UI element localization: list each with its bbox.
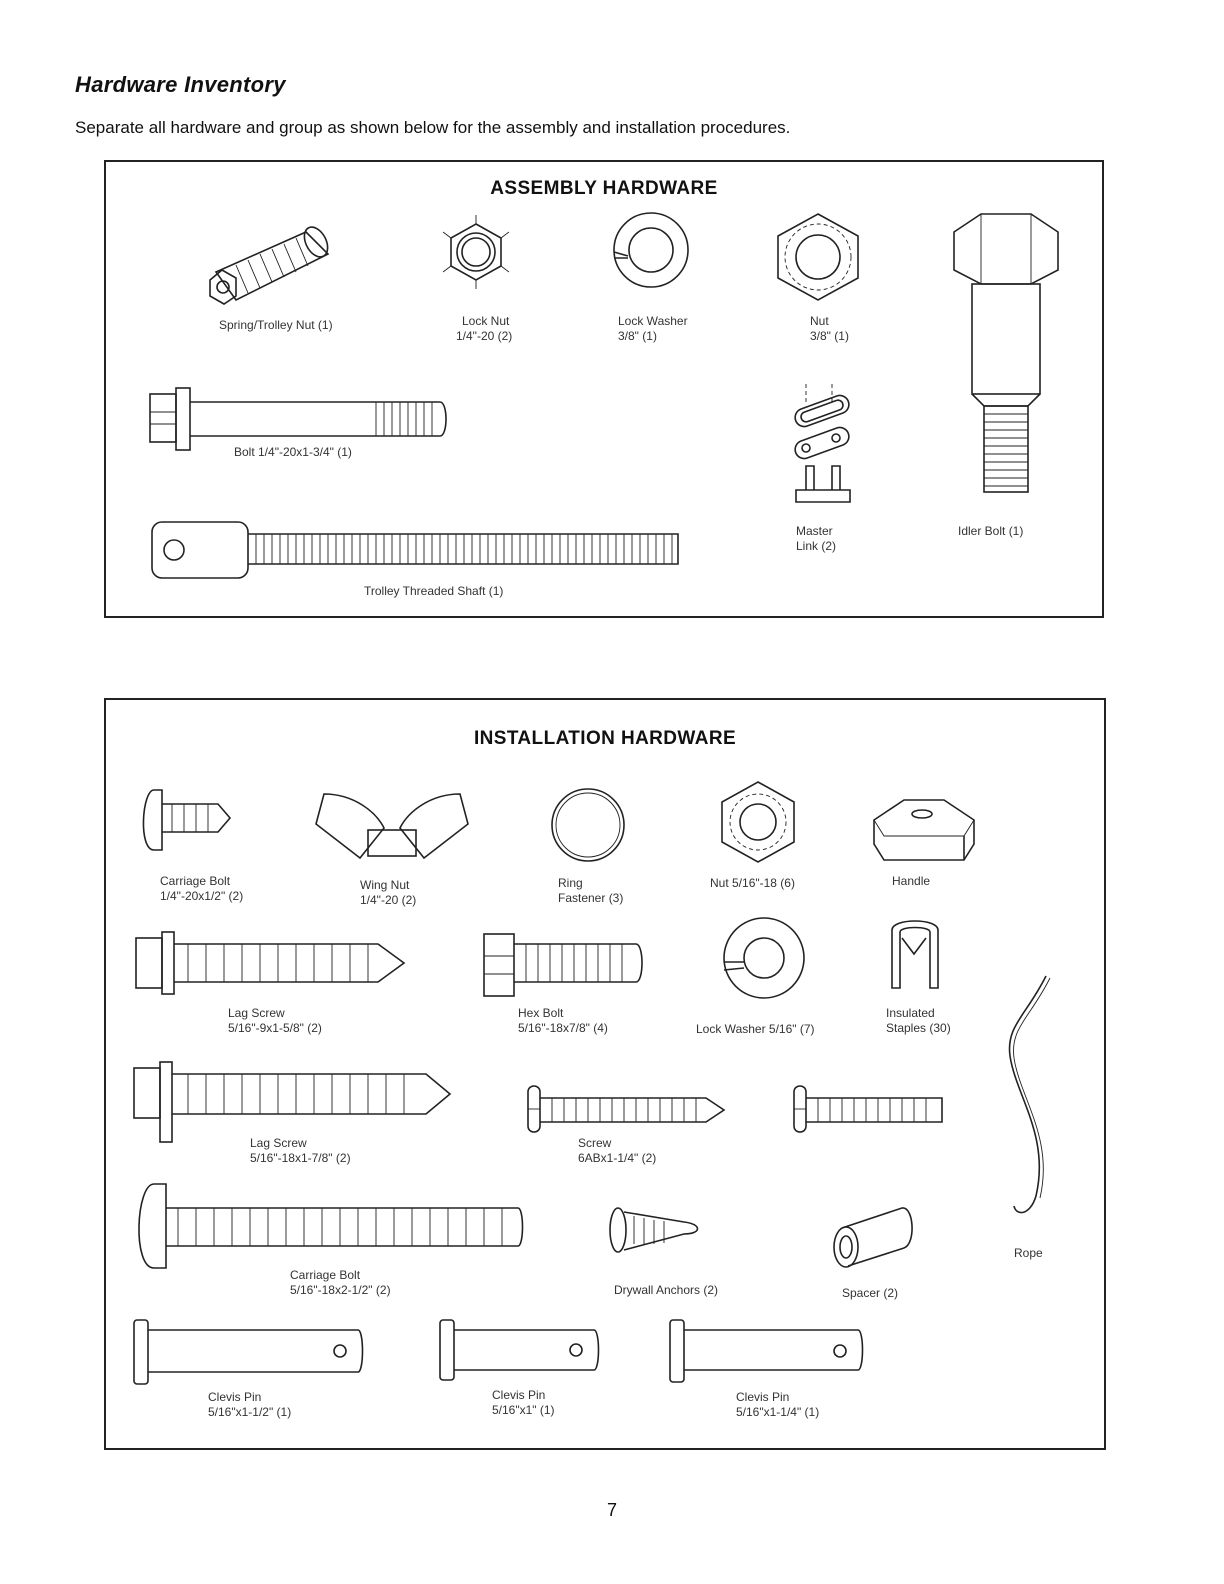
- hex-bolt-size: 5/16"-18x7/8" (4): [518, 1021, 608, 1035]
- ring-fastener-count: Fastener (3): [558, 891, 624, 905]
- ring-fastener-icon: [552, 789, 624, 861]
- rope-icon: [1009, 976, 1050, 1213]
- wing-nut-label: Wing Nut: [360, 878, 410, 892]
- trolley-shaft-label: Trolley Threaded Shaft (1): [364, 584, 504, 598]
- nut-5-16-icon: [722, 782, 794, 862]
- carriage-bolt-small-label: Carriage Bolt: [160, 874, 231, 888]
- lock-nut-label: Lock Nut: [462, 314, 510, 328]
- handle-label: Handle: [892, 874, 931, 888]
- idler-bolt-icon: [954, 214, 1058, 492]
- lag-screw-2-icon: [134, 1062, 450, 1142]
- trolley-threaded-shaft-icon: [152, 522, 678, 578]
- wing-nut-size: 1/4"-20 (2): [360, 893, 417, 907]
- master-link-count: Link (2): [796, 539, 837, 553]
- screw-6ab-icon: [528, 1086, 724, 1132]
- drywall-anchors-label: Drywall Anchors (2): [614, 1283, 719, 1297]
- spacer-label: Spacer (2): [842, 1286, 899, 1300]
- lock-nut-size: 1/4"-20 (2): [456, 329, 513, 343]
- lag-screw-1-label: Lag Screw: [228, 1006, 285, 1020]
- handle-icon: [874, 800, 974, 860]
- intro-text: Separate all hardware and group as shown below for the assembly and installation procedures.: [75, 118, 791, 137]
- lock-washer-icon: [614, 213, 688, 287]
- carriage-bolt-small-size: 1/4"-20x1/2" (2): [160, 889, 244, 903]
- spacer-icon: [834, 1208, 912, 1267]
- bolt-label: Bolt 1/4"-20x1-3/4" (1): [234, 445, 352, 459]
- installation-hardware-heading: INSTALLATION HARDWARE: [473, 728, 737, 749]
- spring-trolley-nut-icon: [210, 223, 332, 304]
- lag-screw-1-icon: [136, 932, 404, 994]
- ring-fastener-label: Ring: [558, 876, 583, 890]
- master-link-icon: [793, 384, 852, 502]
- insulated-staples-icon: [892, 921, 938, 988]
- lag-screw-2-label: Lag Screw: [250, 1136, 307, 1150]
- assembly-hardware-heading: ASSEMBLY HARDWARE: [490, 178, 718, 199]
- hex-bolt-icon: [484, 934, 642, 996]
- idler-bolt-label: Idler Bolt (1): [958, 524, 1024, 538]
- carriage-bolt-large-size: 5/16"-18x2-1/2" (2): [290, 1283, 391, 1297]
- lock-nut-icon: [443, 215, 509, 289]
- assembly-hardware-panel: [104, 160, 1104, 618]
- installation-hardware-panel: [104, 698, 1106, 1450]
- bolt-icon: [150, 388, 446, 450]
- spring-trolley-nut-label: Spring/Trolley Nut (1): [219, 318, 333, 332]
- master-link-label: Master: [796, 524, 833, 538]
- rope-label: Rope: [1014, 1246, 1043, 1260]
- screw-6-32-icon: [794, 1086, 942, 1132]
- screw-6ab-size: 6ABx1-1/4" (2): [578, 1151, 657, 1165]
- clevis-pin-1-size: 5/16"x1-1/2" (1): [208, 1405, 292, 1419]
- clevis-pin-3-icon: [670, 1320, 863, 1382]
- clevis-pin-1-icon: [134, 1320, 363, 1384]
- clevis-pin-2-label: Clevis Pin: [492, 1388, 546, 1402]
- clevis-pin-1-label: Clevis Pin: [208, 1390, 262, 1404]
- wing-nut-icon: [316, 794, 468, 858]
- lag-screw-2-size: 5/16"-18x1-7/8" (2): [250, 1151, 351, 1165]
- drywall-anchor-icon: [610, 1208, 698, 1252]
- assembly-hardware-illustrations: [106, 162, 1106, 620]
- carriage-bolt-large-label: Carriage Bolt: [290, 1268, 361, 1282]
- lock-washer-label: Lock Washer: [618, 314, 688, 328]
- installation-hardware-illustrations: [106, 700, 1108, 1452]
- carriage-bolt-large-icon: [139, 1184, 523, 1268]
- hex-bolt-label: Hex Bolt: [518, 1006, 564, 1020]
- lock-washer-5-16-label: Lock Washer 5/16" (7): [696, 1022, 815, 1036]
- screw-6ab-label: Screw: [578, 1136, 612, 1150]
- nut-size: 3/8" (1): [810, 329, 849, 343]
- lock-washer-size: 3/8" (1): [618, 329, 657, 343]
- clevis-pin-3-size: 5/16"x1-1/4" (1): [736, 1405, 820, 1419]
- clevis-pin-2-icon: [440, 1320, 599, 1380]
- lag-screw-1-size: 5/16"-9x1-5/8" (2): [228, 1021, 322, 1035]
- page-title: Hardware Inventory: [75, 72, 286, 97]
- carriage-bolt-small-icon: [143, 790, 230, 850]
- nut-5-16-label: Nut 5/16"-18 (6): [710, 876, 795, 890]
- insulated-staples-count: Staples (30): [886, 1021, 951, 1035]
- nut-label: Nut: [810, 314, 829, 328]
- hex-nut-icon: [778, 214, 858, 300]
- page-number: 7: [606, 1500, 617, 1520]
- clevis-pin-2-size: 5/16"x1" (1): [492, 1403, 555, 1417]
- insulated-staples-label: Insulated: [886, 1006, 935, 1020]
- lock-washer-5-16-icon: [724, 918, 804, 998]
- clevis-pin-3-label: Clevis Pin: [736, 1390, 790, 1404]
